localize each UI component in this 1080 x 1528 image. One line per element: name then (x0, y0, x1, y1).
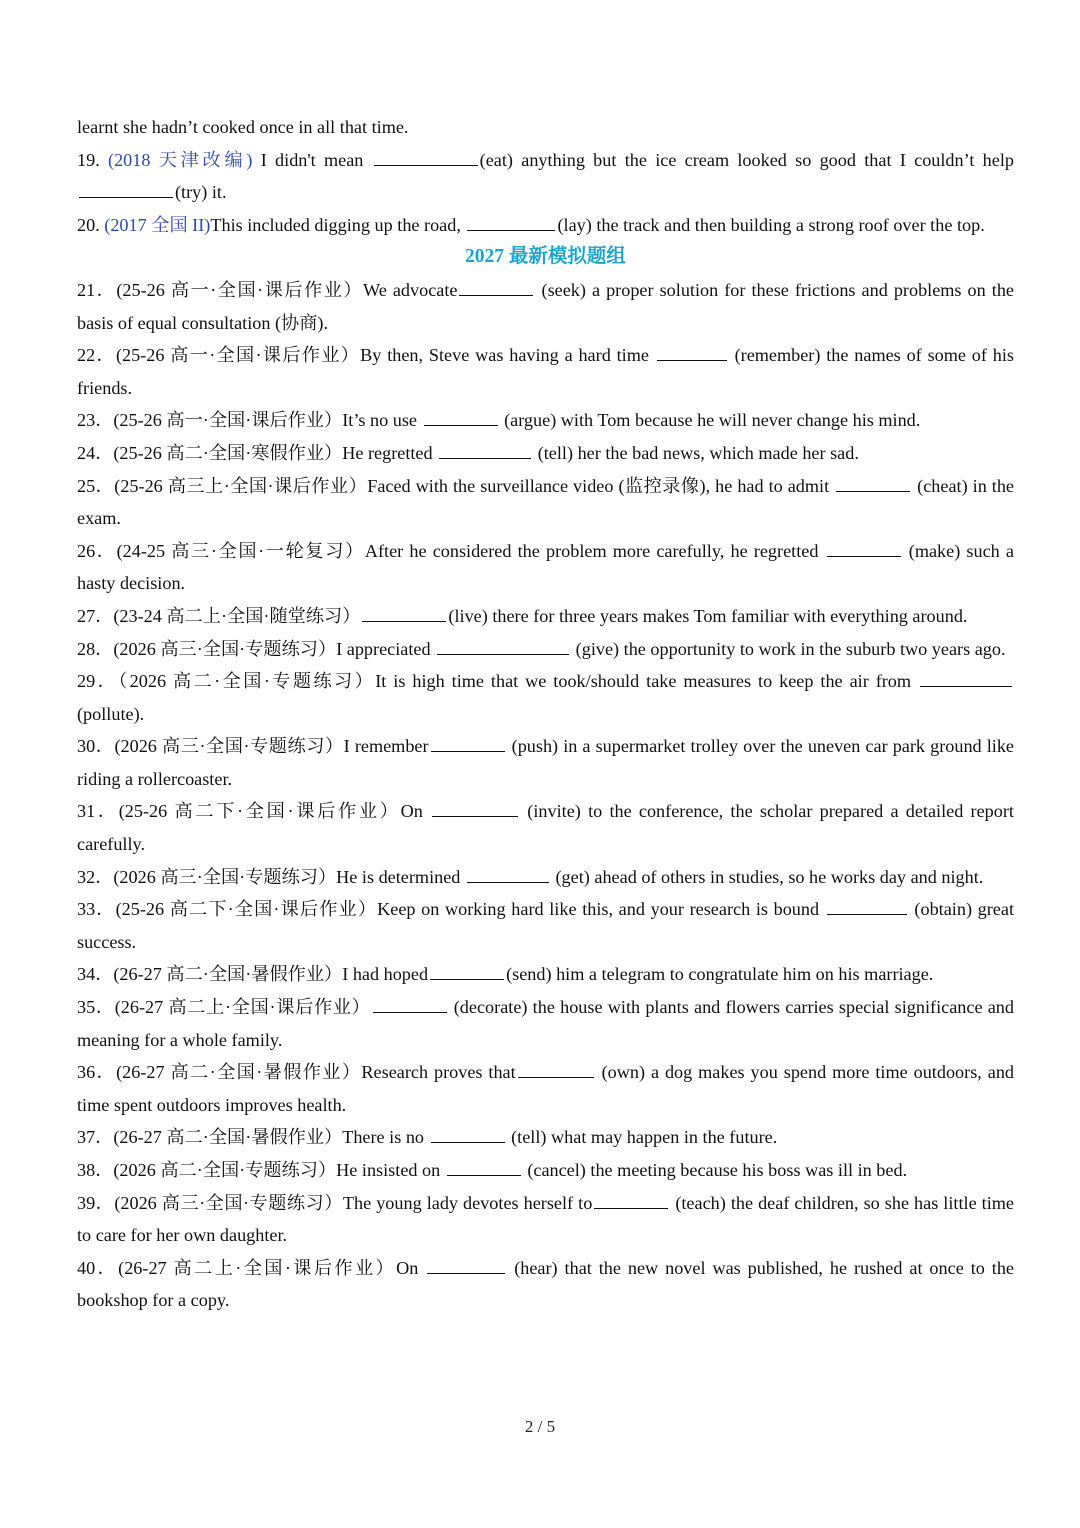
continuation-line (77, 111, 1014, 144)
answer-blank[interactable] (431, 737, 505, 752)
question-39 (77, 1187, 1014, 1252)
question-20 (77, 209, 1014, 242)
question-text: (make) such a hasty decision. (77, 540, 1014, 594)
answer-blank[interactable] (518, 1063, 594, 1078)
question-text: (eat) anything but the ice cream looked so good that I couldn’t help (479, 149, 1014, 170)
question-21 (77, 274, 1014, 339)
question-number: 19. (77, 149, 100, 170)
question-29 (77, 665, 1014, 730)
question-23 (77, 404, 1014, 437)
answer-blank[interactable] (79, 183, 173, 198)
question-number: 20. (77, 214, 100, 235)
question-text: 21．(25-26 高一·全国·课后作业）We advocate (77, 279, 458, 300)
question-text: 40．(26-27 高二上·全国·课后作业）On (77, 1257, 426, 1278)
question-text: (hear) that the new novel was published, he rushed at once to the bookshop for a copy. (77, 1257, 1014, 1311)
answer-blank[interactable] (594, 1194, 668, 1209)
answer-blank[interactable] (447, 1161, 521, 1176)
question-text: (lay) the track and then building a strong roof over the top. (557, 214, 985, 235)
worksheet-page (77, 111, 1014, 1317)
question-30 (77, 730, 1014, 795)
question-34 (77, 958, 1014, 991)
question-22 (77, 339, 1014, 404)
answer-blank[interactable] (373, 998, 447, 1013)
answer-blank[interactable] (920, 672, 1012, 687)
question-text: (try) it. (175, 182, 227, 203)
question-text: (live) there for three years makes Tom familiar with everything around. (448, 605, 968, 626)
answer-blank[interactable] (437, 640, 569, 655)
answer-blank[interactable] (827, 542, 901, 557)
question-text: 39．(2026 高三·全国·专题练习）The young lady devotes herself to (77, 1192, 593, 1213)
question-text: 38．(2026 高二·全国·专题练习）He insisted on (77, 1160, 445, 1180)
answer-blank[interactable] (374, 151, 478, 166)
question-text: This included digging up the road, (210, 214, 466, 235)
section-title: 2027 最新模拟题组 (465, 246, 626, 268)
answer-blank[interactable] (439, 444, 531, 459)
question-list (77, 274, 1014, 1317)
question-text: (tell) her the bad news, which made her sad. (533, 442, 859, 463)
answer-blank[interactable] (827, 900, 907, 915)
answer-blank[interactable] (432, 802, 518, 817)
answer-blank[interactable] (427, 1259, 505, 1274)
answer-blank[interactable] (430, 965, 504, 980)
question-27 (77, 600, 1014, 633)
question-text: (invite) to the conference, the scholar prepared a detailed report carefully. (77, 801, 1014, 855)
question-source: (2017 全国 II) (104, 214, 211, 235)
question-text: 31．(25-26 高二下·全国·课后作业）On (77, 801, 431, 822)
answer-blank[interactable] (467, 868, 549, 883)
question-text: 25．(25-26 高三上·全国·课后作业）Faced with the surveillance video (监控录像), he had to admit (77, 475, 835, 496)
question-text: (remember) the names of some of his friends. (77, 345, 1014, 398)
answer-blank[interactable] (467, 216, 555, 231)
question-text: 36．(26-27 高二·全国·暑假作业）Research proves that (77, 1062, 516, 1083)
question-text: (pollute). (77, 703, 145, 724)
question-text: (obtain) great success. (77, 899, 1015, 952)
question-text: 29．（2026 高二·全国·专题练习）It is high time that we took/should take measures to keep the air from (77, 671, 918, 692)
question-text: (cheat) in the exam. (77, 475, 1015, 529)
page-number: 2 / 5 (524, 1417, 556, 1436)
question-36 (77, 1056, 1014, 1121)
question-32 (77, 861, 1014, 894)
question-text: 23．(25-26 高一·全国·课后作业）It’s no use (77, 410, 422, 431)
question-35 (77, 991, 1014, 1056)
question-text: 26．(24-25 高三·全国·一轮复习）After he considered the problem more carefully, he regretted (77, 540, 825, 561)
question-text: (push) in a supermarket trolley over the uneven car park ground like riding a rollercoaster. (77, 736, 1014, 789)
question-38 (77, 1154, 1014, 1187)
question-37 (77, 1121, 1014, 1154)
question-31 (77, 795, 1014, 860)
question-26 (77, 535, 1014, 600)
question-text: 35．(26-27 高二上·全国·课后作业） (77, 997, 371, 1018)
answer-blank[interactable] (431, 1128, 505, 1143)
question-28 (77, 633, 1014, 666)
question-text: (cancel) the meeting because his boss was ill in bed. (522, 1160, 908, 1180)
question-text: 24．(25-26 高二·全国·寒假作业）He regretted (77, 442, 438, 463)
question-text: 33．(25-26 高二下·全国·课后作业）Keep on working hard like this, and your research is bound (77, 899, 825, 920)
question-24 (77, 437, 1014, 470)
question-text: (send) him a telegram to congratulate him on his marriage. (506, 964, 934, 985)
question-text: (own) a dog makes you spend more time outdoors, and time spent outdoors improves health. (77, 1062, 1015, 1115)
question-text: 37．(26-27 高二·全国·暑假作业）There is no (77, 1127, 429, 1148)
answer-blank[interactable] (657, 346, 727, 361)
question-33 (77, 893, 1014, 958)
question-text: (give) the opportunity to work in the suburb two years ago. (571, 638, 1006, 659)
question-text: (seek) a proper solution for these frictions and problems on the basis of equal consultation (协商). (77, 279, 1014, 333)
question-text: 34．(26-27 高二·全国·暑假作业）I had hoped (77, 964, 429, 985)
answer-blank[interactable] (459, 281, 533, 296)
question-text: 32．(2026 高三·全国·专题练习）He is determined (77, 866, 465, 887)
question-text: (argue) with Tom because he will never change his mind. (499, 410, 921, 431)
question-text: 22．(25-26 高一·全国·课后作业）By then, Steve was having a hard time (77, 345, 655, 366)
continuation-text: learnt she hadn’t cooked once in all that time. (77, 117, 409, 137)
question-text: 28．(2026 高三·全国·专题练习）I appreciated (77, 638, 436, 659)
answer-blank[interactable] (424, 411, 498, 426)
answer-blank[interactable] (362, 607, 446, 622)
question-19 (77, 144, 1014, 209)
question-text: 27．(23-24 高二上·全国·随堂练习） (77, 605, 361, 626)
question-25 (77, 470, 1014, 535)
question-text: (get) ahead of others in studies, so he works day and night. (550, 866, 984, 887)
question-text: (teach) the deaf children, so she has little time to care for her own daughter. (77, 1192, 1015, 1246)
question-text: (tell) what may happen in the future. (506, 1127, 778, 1148)
answer-blank[interactable] (836, 477, 910, 492)
question-40 (77, 1252, 1014, 1317)
question-text: 30．(2026 高三·全国·专题练习）I remember (77, 736, 429, 757)
question-text: (decorate) the house with plants and flowers carries special significance and meaning for a whole family. (77, 997, 1014, 1050)
question-source: (2018 天津改编) (108, 149, 253, 170)
question-text: I didn't mean (252, 149, 372, 170)
